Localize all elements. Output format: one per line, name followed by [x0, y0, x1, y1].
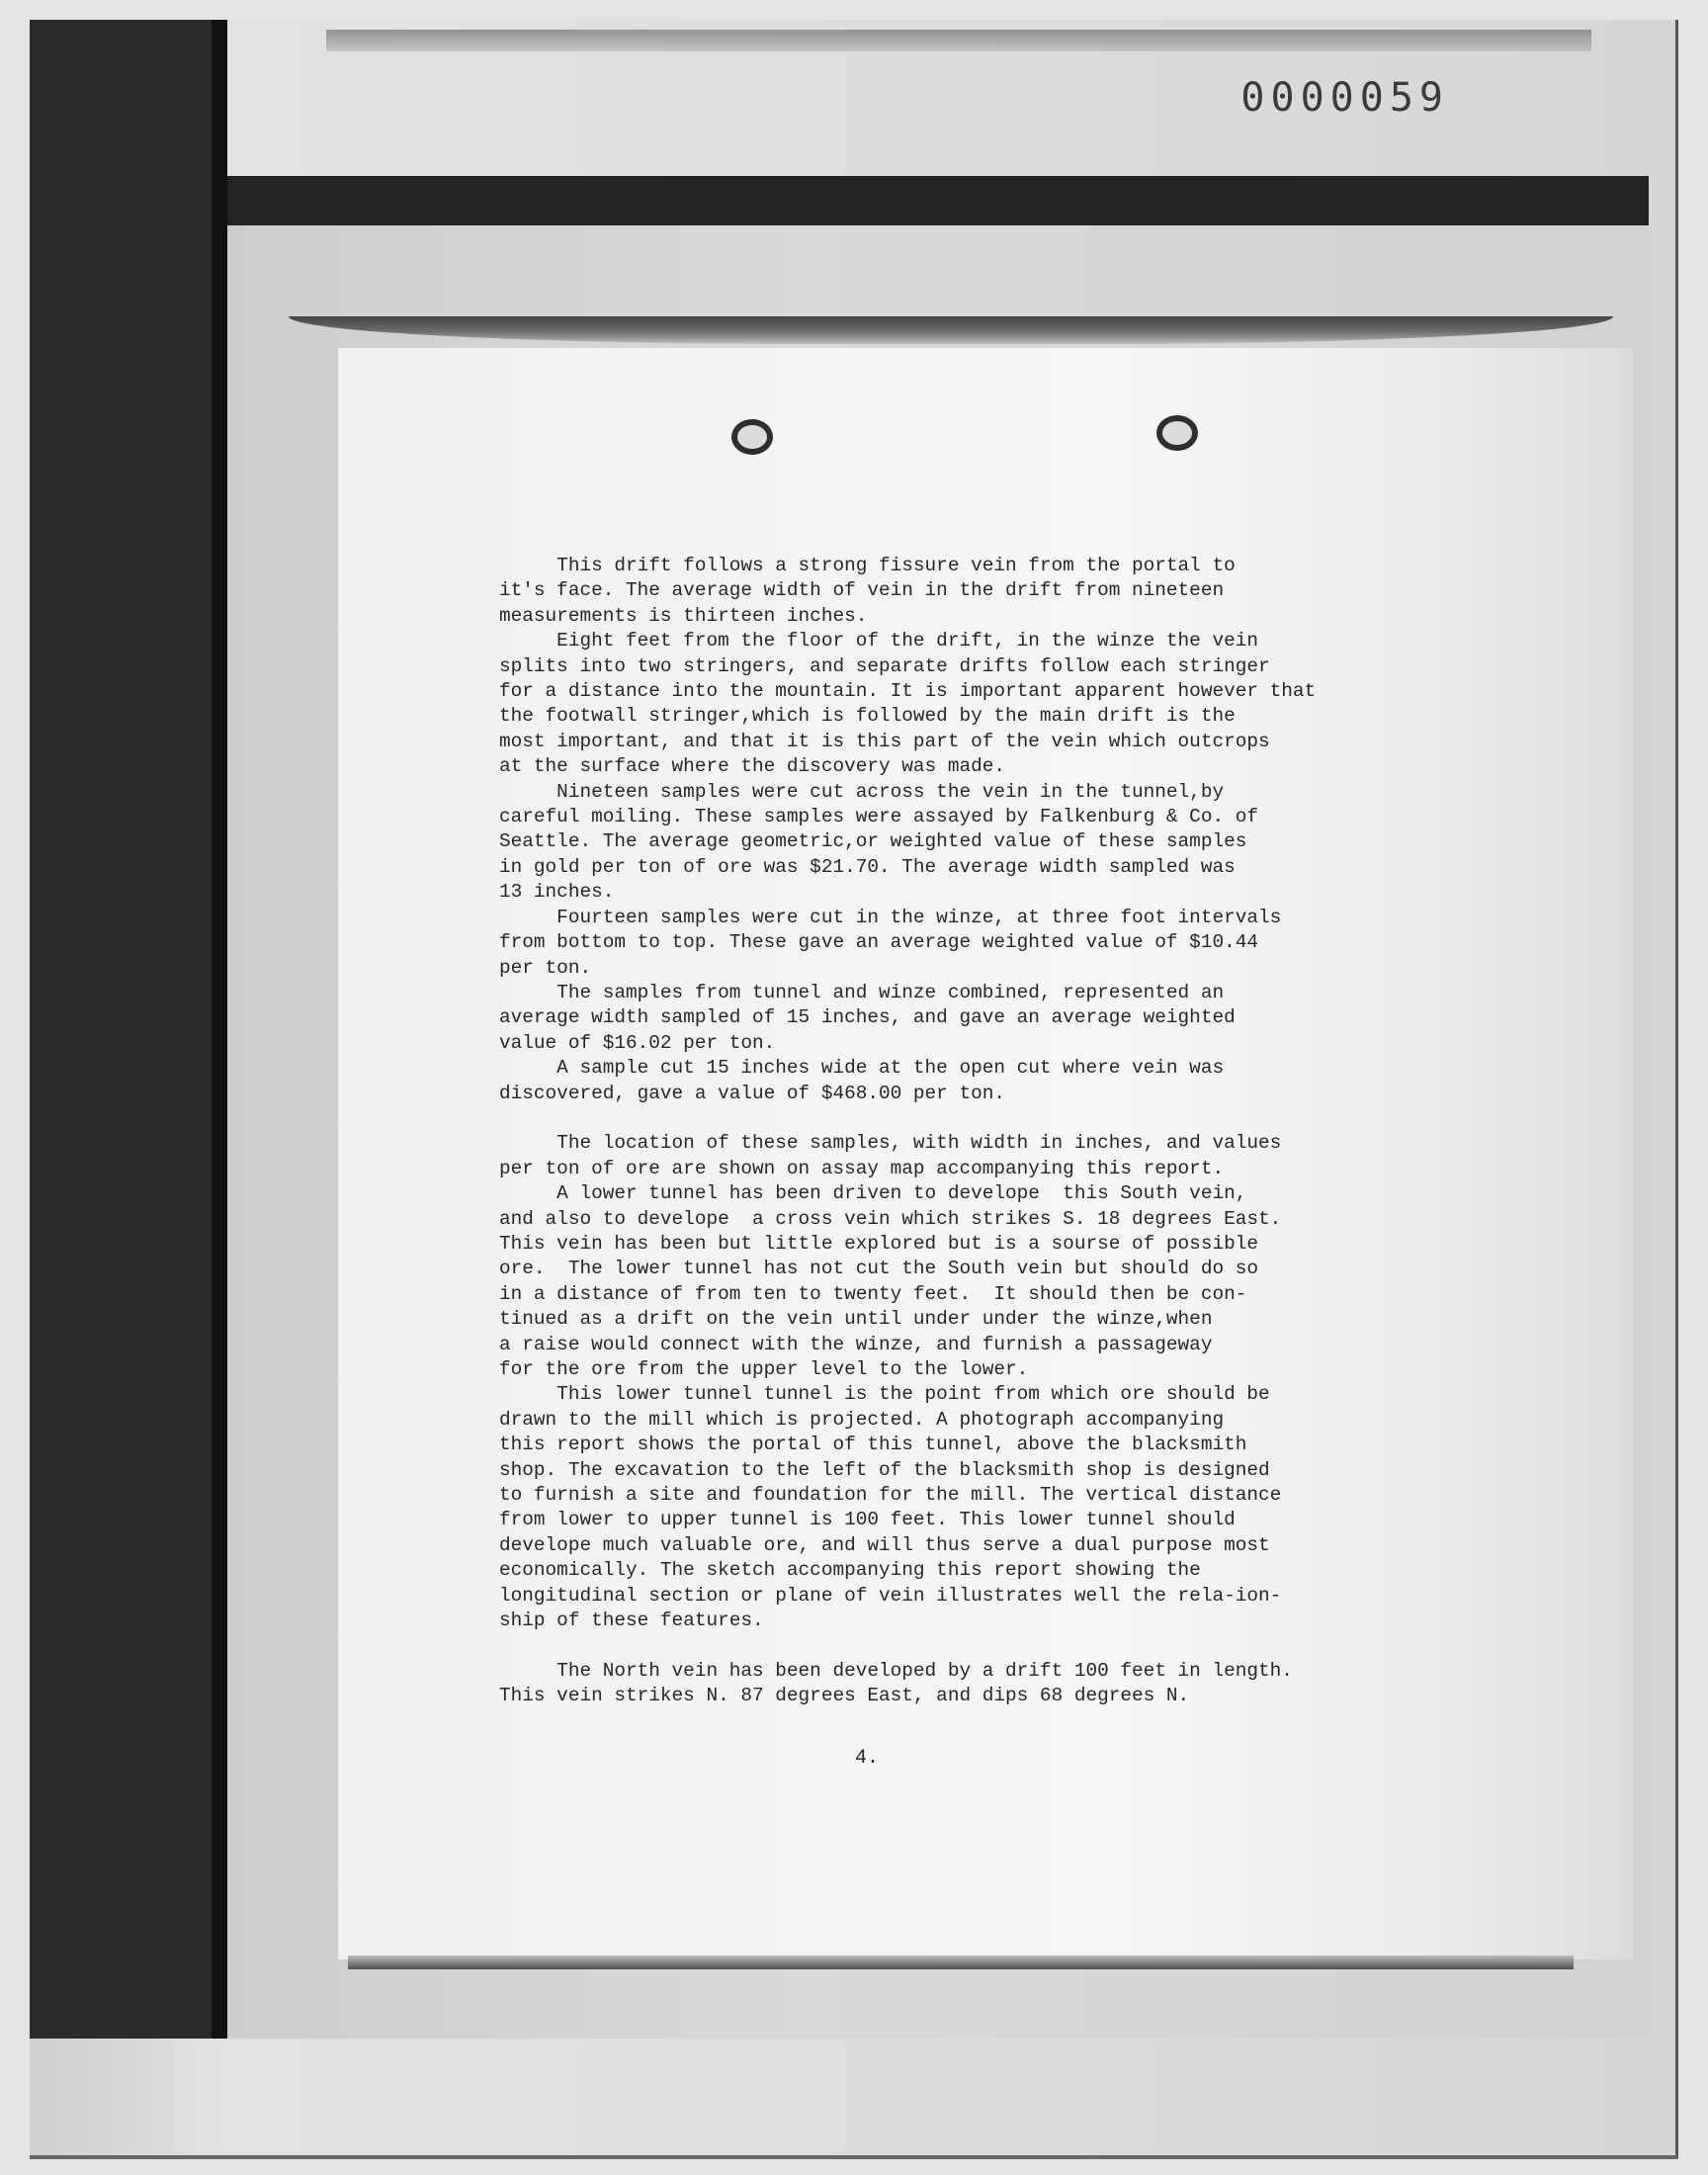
left-margin-edge	[212, 20, 227, 2039]
text-line: for a distance into the mountain. It is important apparent however that	[499, 680, 1317, 703]
text-line: A lower tunnel has been driven to develope this South vein,	[499, 1182, 1247, 1205]
text-line: economically. The sketch accompanying this report showing the	[499, 1559, 1201, 1582]
text-line: The samples from tunnel and winze combined, represented an	[499, 981, 1225, 1003]
text-line: most important, and that it is this part of the vein which outcrops	[499, 730, 1270, 752]
punch-hole-right-icon	[1156, 415, 1198, 451]
text-line: at the surface where the discovery was made.	[499, 755, 1005, 778]
top-scan-edge	[326, 30, 1591, 51]
text-line: in a distance of from ten to twenty feet. It should then be con-	[499, 1282, 1247, 1305]
text-line: measurements is thirteen inches.	[499, 604, 868, 627]
left-dark-margin	[30, 20, 227, 2039]
text-line: ship of these features.	[499, 1610, 764, 1632]
text-line: This vein strikes N. 87 degrees East, and dips 68 degrees N.	[499, 1685, 1190, 1707]
sheet-bottom-edge	[348, 1956, 1574, 1969]
text-line: careful moiling. These samples were assayed by Falkenburg & Co. of	[499, 806, 1258, 828]
text-line: it's face. The average width of vein in the drift from nineteen	[499, 579, 1225, 602]
text-line: The North vein has been developed by a drift 100 feet in length.	[499, 1659, 1293, 1682]
text-line: the footwall stringer,which is followed by the main drift is the	[499, 705, 1236, 728]
text-line: This lower tunnel tunnel is the point from which ore should be	[499, 1383, 1270, 1406]
text-line: for the ore from the upper level to the lower.	[499, 1358, 1029, 1380]
text-line: The location of these samples, with width in inches, and values	[499, 1132, 1282, 1155]
text-line: splits into two stringers, and separate drifts follow each stringer	[499, 654, 1270, 677]
text-line: This vein has been but little explored but is a sourse of possible	[499, 1232, 1258, 1255]
text-line: shop. The excavation to the left of the blacksmith shop is designed	[499, 1458, 1270, 1481]
text-line: per ton of ore are shown on assay map accompanying this report.	[499, 1157, 1225, 1179]
text-line: longitudinal section or plane of vein illustrates well the rela-ion-	[499, 1584, 1282, 1607]
page-number: 4.	[855, 1747, 880, 1770]
text-line: discovered, gave a value of $468.00 per ton.	[499, 1082, 1005, 1104]
text-line: Seattle. The average geometric,or weighted value of these samples	[499, 830, 1247, 853]
text-line	[499, 1106, 1488, 1131]
typed-report-text	[499, 554, 1488, 1709]
punch-hole-left-icon	[731, 419, 773, 455]
text-line: from bottom to top. These gave an average weighted value of $10.44	[499, 931, 1258, 954]
text-line	[499, 1633, 1488, 1658]
text-line: per ton.	[499, 956, 592, 979]
text-line: a raise would connect with the winze, and furnish a passageway	[499, 1333, 1213, 1355]
document-number: 0000059	[1240, 75, 1449, 121]
text-line: tinued as a drift on the vein until under under the winze,when	[499, 1308, 1213, 1331]
text-line: average width sampled of 15 inches, and gave an average weighted	[499, 1006, 1236, 1029]
text-line: from lower to upper tunnel is 100 feet. This lower tunnel should	[499, 1509, 1236, 1531]
text-line: Eight feet from the floor of the drift, in the winze the vein	[499, 630, 1258, 652]
text-line: to furnish a site and foundation for the mill. The vertical distance	[499, 1484, 1282, 1507]
text-line: Nineteen samples were cut across the vein in the tunnel,by	[499, 780, 1225, 803]
text-line: ore. The lower tunnel has not cut the South vein but should do so	[499, 1258, 1258, 1280]
text-line: develope much valuable ore, and will thus serve a dual purpose most	[499, 1533, 1270, 1556]
text-line: Fourteen samples were cut in the winze, at three foot intervals	[499, 906, 1282, 928]
text-line: in gold per ton of ore was $21.70. The average width sampled was	[499, 855, 1236, 878]
top-dark-band	[227, 176, 1649, 225]
text-line: this report shows the portal of this tunnel, above the blacksmith	[499, 1434, 1247, 1456]
text-line: value of $16.02 per ton.	[499, 1031, 776, 1054]
text-line: A sample cut 15 inches wide at the open cut where vein was	[499, 1057, 1225, 1080]
text-line: This drift follows a strong fissure vein from the portal to	[499, 555, 1236, 576]
text-line: and also to develope a cross vein which strikes S. 18 degrees East.	[499, 1207, 1282, 1230]
text-line: drawn to the mill which is projected. A photograph accompanying	[499, 1408, 1225, 1431]
text-line: 13 inches.	[499, 881, 615, 904]
